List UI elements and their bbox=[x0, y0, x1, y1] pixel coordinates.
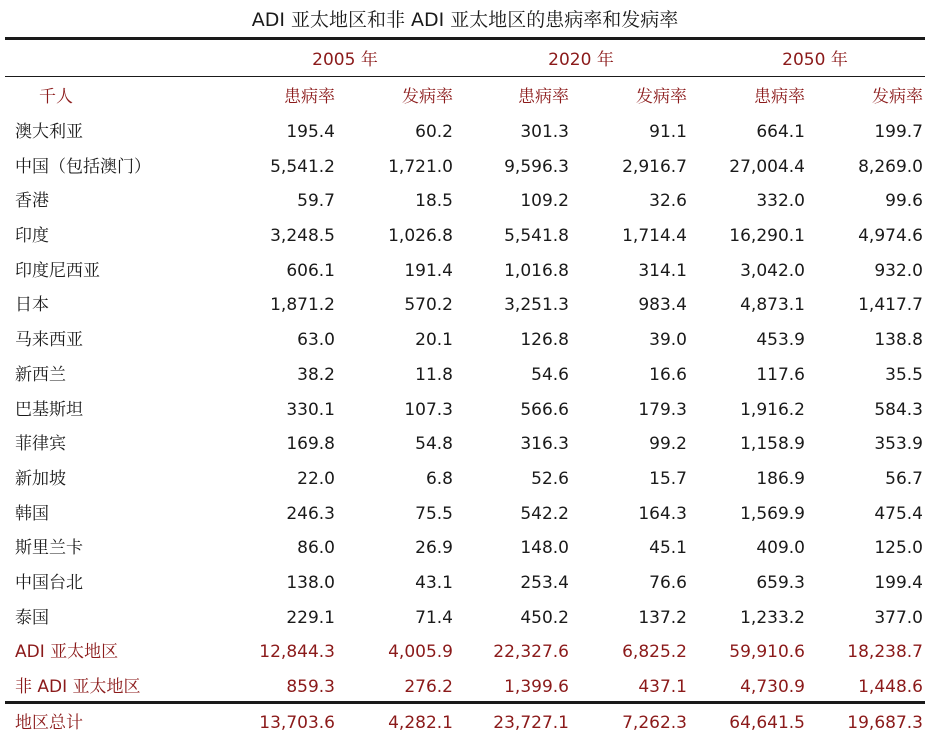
cell: 59.7 bbox=[297, 191, 335, 212]
cell: 6,825.2 bbox=[622, 642, 687, 663]
column-header-row bbox=[5, 80, 925, 115]
cell: 126.8 bbox=[520, 330, 569, 351]
col-header: 患病率 bbox=[518, 87, 569, 108]
cell: 18,238.7 bbox=[847, 642, 923, 663]
cell: 164.3 bbox=[638, 503, 687, 524]
table-row bbox=[5, 531, 925, 566]
cell: 437.1 bbox=[638, 677, 687, 698]
cell: 56.7 bbox=[885, 468, 923, 489]
cell: 64,641.5 bbox=[729, 713, 805, 733]
cell: 1,871.2 bbox=[270, 295, 335, 316]
cell: 6.8 bbox=[425, 468, 453, 489]
cell: 606.1 bbox=[286, 260, 335, 281]
cell: 16,290.1 bbox=[729, 226, 805, 247]
cell: 169.8 bbox=[286, 434, 335, 455]
cell: 3,042.0 bbox=[740, 260, 805, 281]
cell: 109.2 bbox=[520, 191, 569, 212]
row-label: 巴基斯坦 bbox=[15, 399, 83, 420]
cell: 125.0 bbox=[874, 538, 923, 559]
cell: 45.1 bbox=[649, 538, 687, 559]
cell: 148.0 bbox=[520, 538, 569, 559]
cell: 60.2 bbox=[415, 122, 453, 143]
cell: 75.5 bbox=[415, 503, 453, 524]
cell: 276.2 bbox=[404, 677, 453, 698]
cell: 7,262.3 bbox=[622, 713, 687, 733]
table-row bbox=[5, 462, 925, 497]
cell: 659.3 bbox=[756, 572, 805, 593]
cell: 13,703.6 bbox=[259, 713, 335, 733]
cell: 475.4 bbox=[874, 503, 923, 524]
total-table bbox=[5, 706, 925, 740]
cell: 138.0 bbox=[286, 572, 335, 593]
cell: 4,282.1 bbox=[388, 713, 453, 733]
cell: 186.9 bbox=[756, 468, 805, 489]
cell: 179.3 bbox=[638, 399, 687, 420]
cell: 301.3 bbox=[520, 122, 569, 143]
cell: 191.4 bbox=[404, 260, 453, 281]
cell: 19,687.3 bbox=[847, 713, 923, 733]
cell: 542.2 bbox=[520, 503, 569, 524]
cell: 5,541.2 bbox=[270, 156, 335, 177]
cell: 18.5 bbox=[415, 191, 453, 212]
table-row bbox=[5, 392, 925, 427]
cell: 16.6 bbox=[649, 364, 687, 385]
table-row bbox=[5, 566, 925, 601]
table-row bbox=[5, 600, 925, 635]
cell: 54.6 bbox=[531, 364, 569, 385]
cell: 63.0 bbox=[297, 330, 335, 351]
row-label: 马来西亚 bbox=[15, 330, 83, 351]
cell: 20.1 bbox=[415, 330, 453, 351]
year-header-row bbox=[0, 46, 930, 74]
cell: 229.1 bbox=[286, 607, 335, 628]
row-label: 新西兰 bbox=[15, 364, 66, 385]
cell: 39.0 bbox=[649, 330, 687, 351]
table-row bbox=[5, 149, 925, 184]
cell: 1,714.4 bbox=[622, 226, 687, 247]
table-title: ADI 亚太地区和非 ADI 亚太地区的患病率和发病率 bbox=[251, 9, 679, 31]
cell: 1,916.2 bbox=[740, 399, 805, 420]
cell: 27,004.4 bbox=[729, 156, 805, 177]
cell: 8,269.0 bbox=[858, 156, 923, 177]
cell: 409.0 bbox=[756, 538, 805, 559]
cell: 332.0 bbox=[756, 191, 805, 212]
cell: 983.4 bbox=[638, 295, 687, 316]
cell: 99.6 bbox=[885, 191, 923, 212]
cell: 23,727.1 bbox=[493, 713, 569, 733]
cell: 1,721.0 bbox=[388, 156, 453, 177]
cell: 38.2 bbox=[297, 364, 335, 385]
cell: 54.8 bbox=[415, 434, 453, 455]
col-header: 患病率 bbox=[284, 87, 335, 108]
year-2020: 2020 年 bbox=[548, 50, 614, 70]
cell: 314.1 bbox=[638, 260, 687, 281]
table-row bbox=[5, 253, 925, 288]
cell: 316.3 bbox=[520, 434, 569, 455]
cell: 4,730.9 bbox=[740, 677, 805, 698]
cell: 664.1 bbox=[756, 122, 805, 143]
cell: 15.7 bbox=[649, 468, 687, 489]
cell: 453.9 bbox=[756, 330, 805, 351]
cell: 52.6 bbox=[531, 468, 569, 489]
data-table bbox=[5, 80, 925, 704]
cell: 1,158.9 bbox=[740, 434, 805, 455]
bottom-rule bbox=[5, 701, 925, 704]
cell: 195.4 bbox=[286, 122, 335, 143]
cell: 9,596.3 bbox=[504, 156, 569, 177]
top-rule bbox=[5, 37, 925, 40]
cell: 932.0 bbox=[874, 260, 923, 281]
cell: 570.2 bbox=[404, 295, 453, 316]
cell: 199.7 bbox=[874, 122, 923, 143]
cell: 1,448.6 bbox=[858, 677, 923, 698]
cell: 1,233.2 bbox=[740, 607, 805, 628]
cell: 377.0 bbox=[874, 607, 923, 628]
cell: 330.1 bbox=[286, 399, 335, 420]
table-row bbox=[5, 496, 925, 531]
row-label: 非 ADI 亚太地区 bbox=[15, 677, 141, 698]
cell: 2,916.7 bbox=[622, 156, 687, 177]
cell: 107.3 bbox=[404, 399, 453, 420]
cell: 4,873.1 bbox=[740, 295, 805, 316]
row-label: 印度尼西亚 bbox=[15, 260, 100, 281]
header-rule bbox=[5, 76, 925, 77]
cell: 91.1 bbox=[649, 122, 687, 143]
cell: 26.9 bbox=[415, 538, 453, 559]
cell: 199.4 bbox=[874, 572, 923, 593]
row-label: 香港 bbox=[15, 191, 49, 212]
table-row bbox=[5, 115, 925, 150]
year-2050: 2050 年 bbox=[782, 50, 848, 70]
cell: 1,026.8 bbox=[388, 226, 453, 247]
cell: 1,016.8 bbox=[504, 260, 569, 281]
row-label: 泰国 bbox=[15, 607, 49, 628]
cell: 138.8 bbox=[874, 330, 923, 351]
cell: 11.8 bbox=[415, 364, 453, 385]
cell: 253.4 bbox=[520, 572, 569, 593]
cell: 22,327.6 bbox=[493, 642, 569, 663]
table-row bbox=[5, 427, 925, 462]
table-row bbox=[5, 184, 925, 219]
cell: 859.3 bbox=[286, 677, 335, 698]
row-label: 澳大利亚 bbox=[15, 122, 83, 143]
col-header: 发病率 bbox=[402, 87, 453, 108]
cell: 137.2 bbox=[638, 607, 687, 628]
row-label: 斯里兰卡 bbox=[15, 538, 83, 559]
table-row bbox=[5, 323, 925, 358]
table-row bbox=[5, 288, 925, 323]
row-label: 新加坡 bbox=[15, 468, 66, 489]
cell: 3,251.3 bbox=[504, 295, 569, 316]
row-label: 印度 bbox=[15, 226, 49, 247]
cell: 4,005.9 bbox=[388, 642, 453, 663]
table-row bbox=[5, 358, 925, 393]
row-label: 韩国 bbox=[15, 503, 49, 524]
cell: 246.3 bbox=[286, 503, 335, 524]
row-label: 中国（包括澳门） bbox=[15, 156, 151, 177]
cell: 1,399.6 bbox=[504, 677, 569, 698]
row-label: ADI 亚太地区 bbox=[15, 642, 119, 663]
non-adi-subtotal-row bbox=[5, 670, 925, 705]
row-label: 地区总计 bbox=[15, 713, 83, 733]
cell: 584.3 bbox=[874, 399, 923, 420]
cell: 1,417.7 bbox=[858, 295, 923, 316]
cell: 566.6 bbox=[520, 399, 569, 420]
cell: 4,974.6 bbox=[858, 226, 923, 247]
cell: 12,844.3 bbox=[259, 642, 335, 663]
adi-subtotal-row bbox=[5, 635, 925, 670]
year-2005: 2005 年 bbox=[312, 50, 378, 70]
row-label: 中国台北 bbox=[15, 572, 83, 593]
row-label: 菲律宾 bbox=[15, 434, 66, 455]
cell: 3,248.5 bbox=[270, 226, 335, 247]
cell: 22.0 bbox=[297, 468, 335, 489]
unit-label: 千人 bbox=[39, 87, 73, 108]
row-label: 日本 bbox=[15, 295, 49, 316]
cell: 450.2 bbox=[520, 607, 569, 628]
cell: 43.1 bbox=[415, 572, 453, 593]
cell: 1,569.9 bbox=[740, 503, 805, 524]
table-row bbox=[5, 219, 925, 254]
cell: 117.6 bbox=[756, 364, 805, 385]
cell: 76.6 bbox=[649, 572, 687, 593]
cell: 32.6 bbox=[649, 191, 687, 212]
cell: 353.9 bbox=[874, 434, 923, 455]
cell: 5,541.8 bbox=[504, 226, 569, 247]
col-header: 发病率 bbox=[872, 87, 923, 108]
cell: 86.0 bbox=[297, 538, 335, 559]
col-header: 发病率 bbox=[636, 87, 687, 108]
col-header: 患病率 bbox=[754, 87, 805, 108]
cell: 99.2 bbox=[649, 434, 687, 455]
cell: 71.4 bbox=[415, 607, 453, 628]
cell: 59,910.6 bbox=[729, 642, 805, 663]
total-row bbox=[5, 706, 925, 740]
cell: 35.5 bbox=[885, 364, 923, 385]
